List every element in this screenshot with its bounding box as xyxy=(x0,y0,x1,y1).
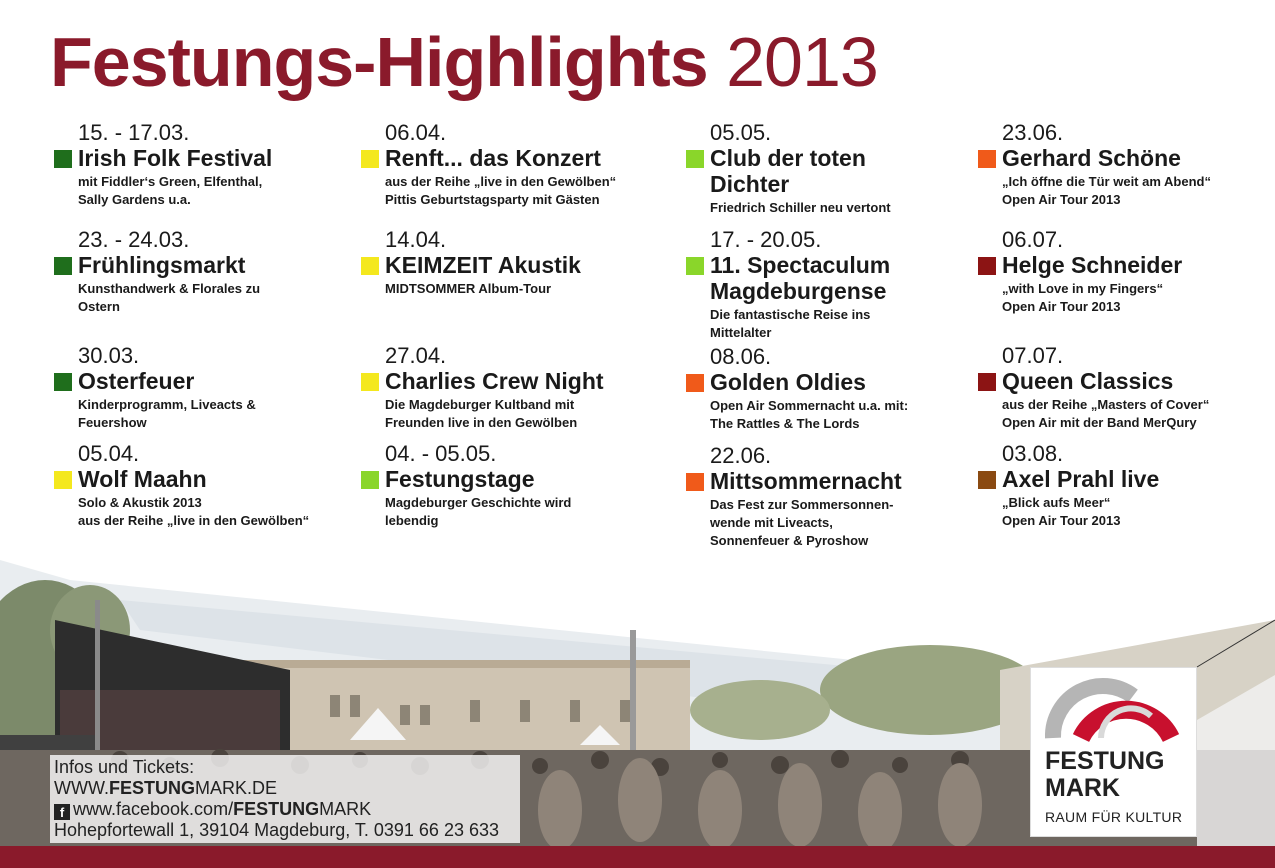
color-marker xyxy=(686,473,704,491)
color-marker xyxy=(686,257,704,275)
logo-tagline: RAUM FÜR KULTUR xyxy=(1045,809,1183,825)
color-marker xyxy=(686,374,704,392)
event-description: „Blick aufs Meer“ Open Air Tour 2013 xyxy=(1002,495,1121,528)
event-description: Magdeburger Geschichte wird lebendig xyxy=(385,495,572,528)
event-date: 17. - 20.05. xyxy=(710,227,822,252)
info-box xyxy=(50,755,520,843)
event-title: Club der toten Dichter xyxy=(710,145,866,197)
event-item xyxy=(52,228,337,316)
event-title: Irish Folk Festival xyxy=(78,145,273,171)
event-title: Renft... das Konzert xyxy=(385,145,601,171)
color-marker xyxy=(54,257,72,275)
address: Hohepfortewall 1, 39104 Magdeburg, T. 0391 66 23 633 xyxy=(54,820,499,840)
color-marker xyxy=(686,150,704,168)
color-marker xyxy=(978,471,996,489)
color-marker xyxy=(54,471,72,489)
event-description: Die fantastische Reise ins Mittelalter xyxy=(710,307,871,340)
event-date: 08.06. xyxy=(710,344,772,369)
event-title: Gerhard Schöne xyxy=(1002,145,1181,171)
event-title: Frühlingsmarkt xyxy=(78,252,246,278)
event-date: 06.04. xyxy=(385,120,447,145)
website-link[interactable]: WWW.FESTUNGMARK.DE xyxy=(54,778,278,798)
event-date: 04. - 05.05. xyxy=(385,441,497,466)
event-description: Solo & Akustik 2013 aus der Reihe „live in den Gewölben“ xyxy=(78,495,310,528)
event-item xyxy=(359,344,644,432)
event-title: Osterfeuer xyxy=(78,368,195,394)
event-description: Kunsthandwerk & Florales zu Ostern xyxy=(78,281,261,314)
event-description: aus der Reihe „live in den Gewölben“ Pittis Geburtstagsparty mit Gästen xyxy=(385,174,617,207)
event-item xyxy=(976,442,1266,530)
event-date: 15. - 17.03. xyxy=(78,120,190,145)
event-description: Friedrich Schiller neu vertont xyxy=(710,200,891,215)
event-item xyxy=(684,228,944,342)
event-date: 05.04. xyxy=(78,441,140,466)
event-item xyxy=(684,444,969,550)
event-date: 03.08. xyxy=(1002,441,1064,466)
event-title: Charlies Crew Night xyxy=(385,368,604,394)
event-description: Die Magdeburger Kultband mit Freunden live in den Gewölben xyxy=(385,397,578,430)
event-item xyxy=(684,121,944,217)
event-date: 05.05. xyxy=(710,120,772,145)
color-marker xyxy=(54,150,72,168)
event-item xyxy=(976,121,1266,209)
event-date: 22.06. xyxy=(710,443,772,468)
event-date: 07.07. xyxy=(1002,343,1064,368)
event-item xyxy=(976,228,1266,316)
event-title: Helge Schneider xyxy=(1002,252,1183,278)
event-title: Golden Oldies xyxy=(710,369,866,395)
event-description: mit Fiddler‘s Green, Elfenthal, Sally Gardens u.a. xyxy=(78,174,263,207)
color-marker xyxy=(978,373,996,391)
event-item xyxy=(684,345,969,433)
color-marker xyxy=(361,373,379,391)
logo-line1: FESTUNG xyxy=(1045,747,1165,775)
event-description: Kinderprogramm, Liveacts & Feuershow xyxy=(78,397,256,430)
event-item xyxy=(359,442,644,530)
event-item xyxy=(52,344,337,432)
color-marker xyxy=(978,150,996,168)
event-date: 06.07. xyxy=(1002,227,1064,252)
event-title: Festungstage xyxy=(385,466,535,492)
event-description: „Ich öffne die Tür weit am Abend“ Open Air Tour 2013 xyxy=(1002,174,1211,207)
bottom-bar xyxy=(0,846,1275,868)
event-description: aus der Reihe „Masters of Cover“ Open Air mit der Band MerQury xyxy=(1002,397,1210,430)
facebook-icon: f xyxy=(54,804,70,820)
info-label: Infos und Tickets: xyxy=(54,757,195,777)
title-year: 2013 xyxy=(726,23,878,101)
title-main: Festungs-Highlights xyxy=(50,23,708,101)
event-item xyxy=(52,442,352,530)
event-title: Wolf Maahn xyxy=(78,466,207,492)
event-date: 23. - 24.03. xyxy=(78,227,190,252)
event-date: 14.04. xyxy=(385,227,447,252)
event-title: Mittsommernacht xyxy=(710,468,902,494)
event-item xyxy=(976,344,1266,432)
logo xyxy=(1030,667,1197,837)
event-title: KEIMZEIT Akustik xyxy=(385,252,581,278)
color-marker xyxy=(978,257,996,275)
event-date: 30.03. xyxy=(78,343,140,368)
facebook-link[interactable]: f www.facebook.com/FESTUNGMARK xyxy=(54,799,516,820)
color-marker xyxy=(361,257,379,275)
event-description: MIDTSOMMER Album-Tour xyxy=(385,281,552,296)
event-description: Das Fest zur Sommersonnen- wende mit Liveacts, Sonnenfeuer & Pyroshow xyxy=(710,497,894,548)
event-item xyxy=(52,121,337,209)
event-item xyxy=(359,121,659,209)
event-description: Open Air Sommernacht u.a. mit: The Rattles & The Lords xyxy=(710,398,909,431)
page-title xyxy=(50,22,878,102)
event-title: Axel Prahl live xyxy=(1002,466,1160,492)
event-description: „with Love in my Fingers“ Open Air Tour 2013 xyxy=(1002,281,1164,314)
color-marker xyxy=(54,373,72,391)
logo-line2: MARK xyxy=(1045,774,1120,802)
event-date: 27.04. xyxy=(385,343,447,368)
event-item xyxy=(359,228,644,298)
event-title: Queen Classics xyxy=(1002,368,1174,394)
event-date: 23.06. xyxy=(1002,120,1064,145)
logo-arch-icon xyxy=(1031,676,1198,756)
event-title: 11. Spectaculum Magdeburgense xyxy=(710,252,891,304)
color-marker xyxy=(361,150,379,168)
color-marker xyxy=(361,471,379,489)
